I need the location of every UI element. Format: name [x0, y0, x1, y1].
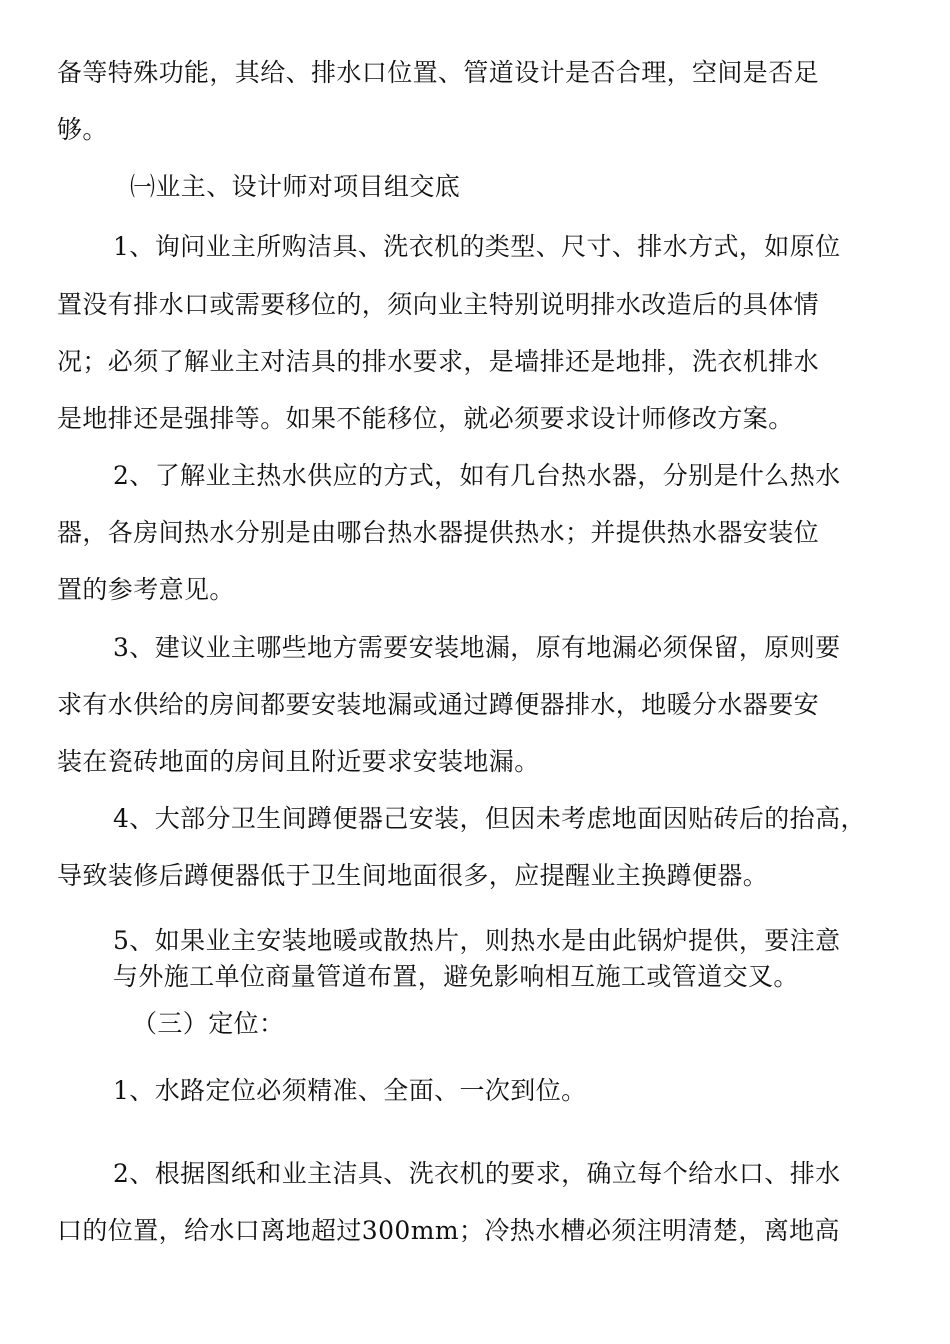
paragraph-line: 备等特殊功能，其给、排水口位置、管道设计是否合理，空间是否足 [57, 58, 820, 87]
paragraph-line: 况；必须了解业主对洁具的排水要求，是墙排还是地排，洗衣机排水 [57, 347, 820, 376]
paragraph-line: 2、了解业主热水供应的方式，如有几台热水器，分别是什么热水 [113, 461, 841, 490]
paragraph-line: 口的位置，给水口离地超过300mm；冷热水槽必须注明清楚，离地高 [57, 1216, 840, 1245]
paragraph-line: 4、大部分卫生间蹲便器己安装，但因未考虑地面因贴砖后的抬高， [113, 804, 866, 833]
paragraph-line: 1、询问业主所购洁具、洗衣机的类型、尺寸、排水方式，如原位 [113, 232, 841, 261]
paragraph-line: 1、水路定位必须精准、全面、一次到位。 [113, 1076, 587, 1105]
section-heading: （三）定位： [132, 1009, 285, 1038]
paragraph-line: 置的参考意见。 [57, 575, 235, 604]
paragraph-line: 够。 [57, 115, 108, 144]
paragraph-line: 是地排还是强排等。如果不能移位，就必须要求设计师修改方案。 [57, 404, 794, 433]
paragraph-line: 2、根据图纸和业主洁具、洗衣机的要求，确立每个给水口、排水 [113, 1159, 841, 1188]
paragraph-line: 置没有排水口或需要移位的，须向业主特别说明排水改造后的具体情 [57, 290, 820, 319]
section-heading: ㈠业主、设计师对项目组交底 [130, 172, 461, 201]
paragraph-line: 求有水供给的房间都要安装地漏或通过蹲便器排水，地暖分水器要安 [57, 690, 820, 719]
paragraph-line: 3、建议业主哪些地方需要安装地漏，原有地漏必须保留，原则要 [113, 633, 841, 662]
paragraph-line: 装在瓷砖地面的房间且附近要求安装地漏。 [57, 747, 540, 776]
paragraph-line: 与外施工单位商量管道布置，避免影响相互施工或管道交叉。 [113, 962, 799, 991]
paragraph-line: 导致装修后蹲便器低于卫生间地面很多，应提醒业主换蹲便器。 [57, 861, 769, 890]
paragraph-line: 5、如果业主安装地暖或散热片，则热水是由此锅炉提供，要注意 [113, 926, 841, 955]
paragraph-line: 器，各房间热水分别是由哪台热水器提供热水；并提供热水器安装位 [57, 518, 820, 547]
